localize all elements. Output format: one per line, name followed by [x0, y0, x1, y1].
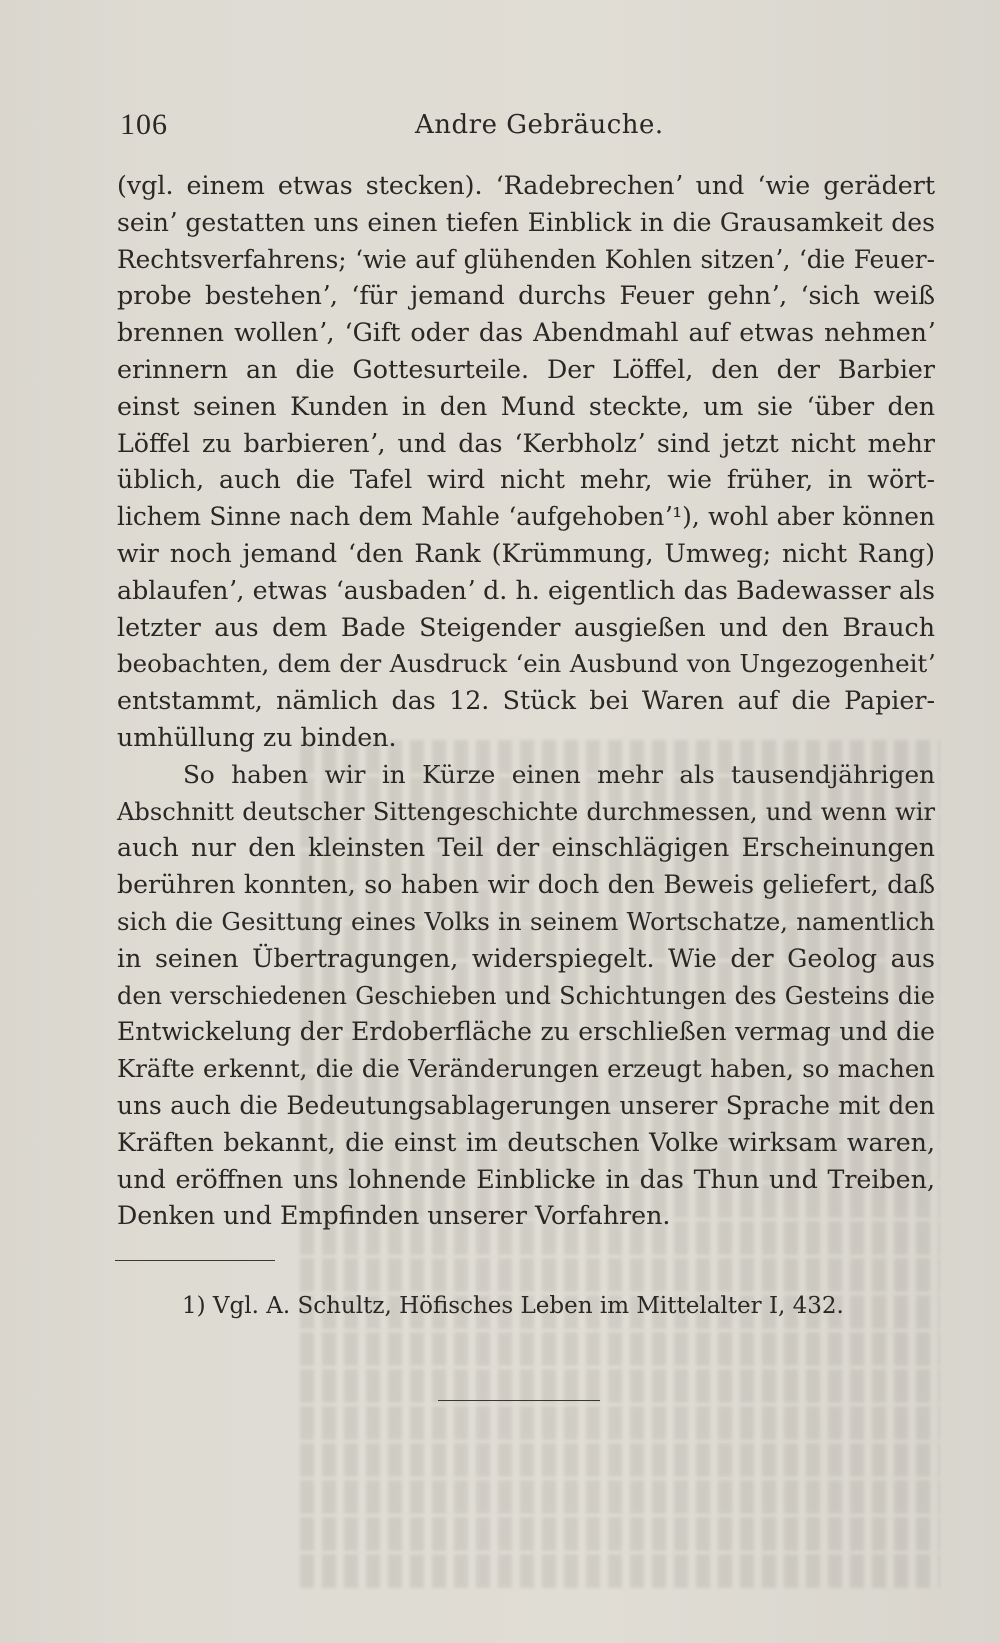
- text-line: den verschiedenen Geschieben und Schichtungen des Gesteins die: [117, 981, 935, 1010]
- page-number: 106: [120, 108, 168, 141]
- text-line: Entwickelung der Erdoberfläche zu erschließen vermag und die: [117, 1017, 935, 1047]
- end-rule: [438, 1400, 600, 1401]
- text-line: uns auch die Bedeutungsablagerungen unserer Sprache mit den: [117, 1090, 935, 1120]
- text-line: Abschnitt deutscher Sittengeschichte durchmessen, und wenn wir: [117, 797, 935, 826]
- body-text: [117, 168, 935, 1235]
- footnote-divider: [115, 1260, 275, 1261]
- text-line: Kräften bekannt, die einst im deutschen Volke wirksam waren,: [117, 1127, 935, 1157]
- text-line: Rechtsverfahrens; ʻwie auf glühenden Kohlen sitzenʼ, ʻdie Feuer-: [117, 244, 935, 274]
- text-line: berühren konnten, so haben wir doch den Beweis geliefert, daß: [117, 870, 935, 900]
- text-line: entstammt, nämlich das 12. Stück bei Waren auf die Papier-: [117, 686, 935, 716]
- running-title: Andre Gebräuche.: [415, 110, 664, 140]
- text-line: probe bestehenʼ, ʻfür jemand durchs Feuer gehnʼ, ʻsich weiß: [117, 281, 935, 311]
- footnote: 1) Vgl. A. Schultz, Höfisches Leben im Mittelalter I, 432.: [182, 1293, 844, 1319]
- text-line: sich die Gesittung eines Volks in seinem Wortschatze, namentlich: [117, 906, 935, 936]
- text-line: (vgl. einem etwas stecken). ʻRadebrechenʼ und ʻwie gerädert: [117, 171, 935, 200]
- text-line: auch nur den kleinsten Teil der einschlägigen Erscheinungen: [117, 833, 935, 863]
- text-line: ablaufenʼ, etwas ʻausbadenʼ d. h. eigentlich das Badewasser als: [117, 575, 935, 605]
- text-line: umhüllung zu binden.: [117, 722, 397, 752]
- text-line: seinʼ gestatten uns einen tiefen Einblick in die Grausamkeit des: [117, 207, 935, 237]
- text-line: und eröffnen uns lohnende Einblicke in das Thun und Treiben,: [117, 1164, 935, 1194]
- text-line: letzter aus dem Bade Steigender ausgießen und den Brauch: [117, 612, 935, 642]
- text-line: So haben wir in Kürze einen mehr als tausendjährigen: [183, 759, 935, 789]
- text-line: in seinen Übertragungen, widerspiegelt. Wie der Geolog aus: [117, 943, 935, 973]
- text-line: brennen wollenʼ, ʻGift oder das Abendmahl auf etwas nehmenʼ: [117, 318, 935, 348]
- text-line: wir noch jemand ʻden Rank (Krümmung, Umweg; nicht Rang): [117, 538, 935, 568]
- text-line: erinnern an die Gottesurteile. Der Löffel, den der Barbier: [117, 354, 935, 384]
- text-line: Denken und Empfinden unserer Vorfahren.: [117, 1201, 671, 1231]
- text-line: Kräfte erkennt, die die Veränderungen erzeugt haben, so machen: [117, 1054, 935, 1084]
- text-line: einst seinen Kunden in den Mund steckte, um sie ʻüber den: [117, 391, 935, 421]
- text-line: üblich, auch die Tafel wird nicht mehr, wie früher, in wört-: [117, 465, 935, 495]
- text-line: Löffel zu barbierenʼ, und das ʻKerbholzʼ sind jetzt nicht mehr: [117, 428, 935, 458]
- text-line: beobachten, dem der Ausdruck ʻein Ausbund von Ungezogenheitʼ: [117, 649, 935, 679]
- running-head: [120, 108, 890, 144]
- text-line: lichem Sinne nach dem Mahle ʻaufgehobenʼ¹), wohl aber können: [117, 502, 935, 532]
